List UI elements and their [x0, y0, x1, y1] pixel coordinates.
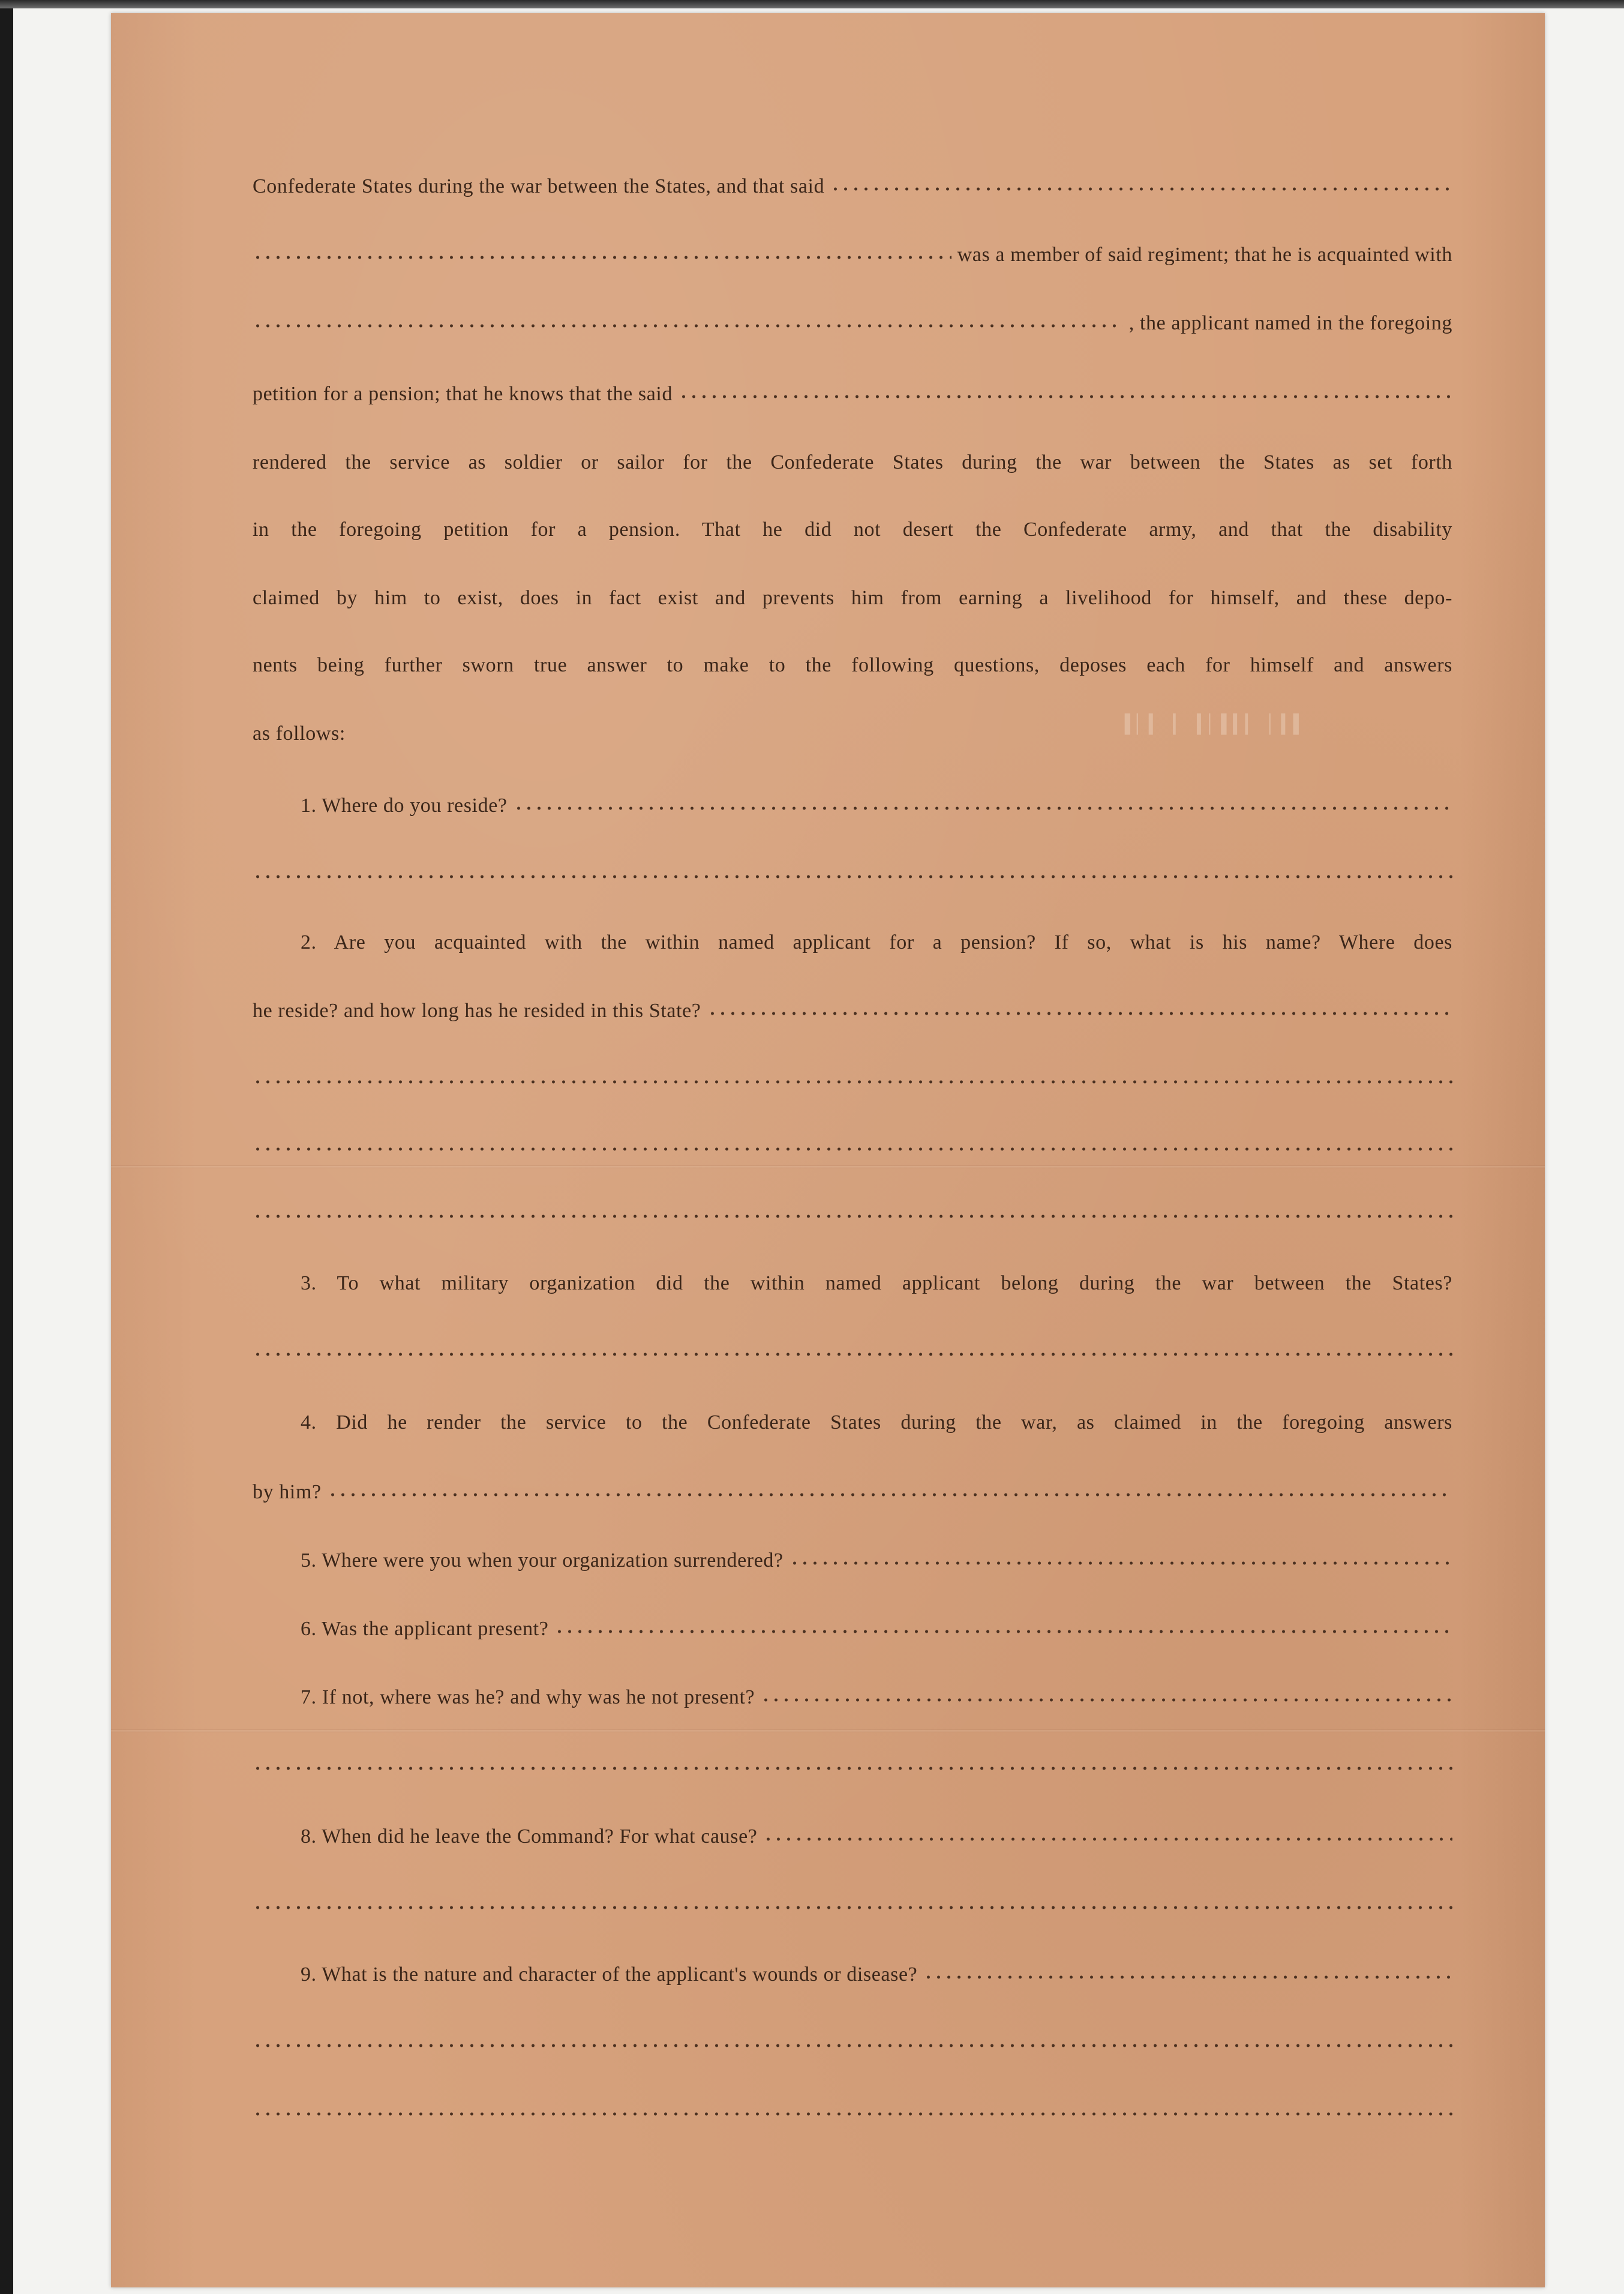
- line-text: nents being further sworn true answer to make to the following questions, deposes each for himself and answers: [253, 654, 1452, 676]
- question-text: by him?: [253, 1481, 322, 1503]
- answer-blank[interactable]: [253, 1351, 1452, 1357]
- fill-in-blank[interactable]: [253, 323, 1123, 329]
- answer-blank[interactable]: [554, 1629, 1452, 1635]
- answer-line: [253, 1747, 1452, 1777]
- question-8: [301, 1818, 1452, 1848]
- line-text: Confederate States during the war between the States, and that said: [253, 175, 825, 197]
- answer-blank[interactable]: [253, 2043, 1452, 2049]
- line-text: rendered the service as soldier or sailor for the Confederate States during the war between the States as set forth: [253, 451, 1452, 473]
- line-text: in the foregoing petition for a pension. That he did not desert the Confederate army, and that the disability: [253, 518, 1452, 541]
- line-text: claimed by him to exist, does in fact exist and prevents him from earning a livelihood for himself, and these depo-: [253, 587, 1452, 609]
- answer-blank[interactable]: [253, 1765, 1452, 1771]
- scanner-edge-left: [0, 0, 13, 2294]
- question-text: 1. Where do you reside?: [301, 794, 508, 817]
- answer-blank[interactable]: [253, 2111, 1452, 2117]
- question-6: [301, 1611, 1452, 1641]
- answer-blank[interactable]: [514, 805, 1452, 811]
- answer-blank[interactable]: [707, 1010, 1453, 1016]
- answer-blank[interactable]: [253, 1213, 1452, 1219]
- paper-sheet: [111, 13, 1545, 2287]
- answer-blank[interactable]: [923, 1974, 1452, 1980]
- form-line-6: [253, 511, 1452, 541]
- answer-blank[interactable]: [761, 1697, 1452, 1703]
- question-1: [301, 787, 1452, 817]
- line-text: as follows:: [253, 722, 346, 745]
- form-line-5: [253, 444, 1452, 474]
- question-text: 6. Was the applicant present?: [301, 1618, 549, 1640]
- answer-blank[interactable]: [253, 1146, 1452, 1152]
- question-3: [301, 1265, 1452, 1295]
- answer-blank[interactable]: [790, 1560, 1452, 1566]
- fill-in-blank[interactable]: [253, 254, 951, 260]
- question-5: [301, 1542, 1452, 1572]
- answer-blank[interactable]: [253, 874, 1452, 880]
- question-9: [301, 1956, 1452, 1986]
- question-text: 4. Did he render the service to the Confederate States during the war, as claimed in the foregoing answers: [301, 1411, 1452, 1434]
- question-text: 9. What is the nature and character of the applicant's wounds or disease?: [301, 1963, 918, 1986]
- question-2-continuation: [253, 992, 1452, 1022]
- answer-line: [253, 1887, 1452, 1917]
- answer-line: [253, 1195, 1452, 1225]
- line-text: petition for a pension; that he knows that the said: [253, 383, 673, 405]
- form-line-3: [253, 305, 1452, 335]
- answer-line: [253, 1333, 1452, 1363]
- affidavit-text: [111, 13, 1545, 2287]
- fill-in-blank[interactable]: [679, 394, 1452, 400]
- question-4: [301, 1404, 1452, 1434]
- answer-line: [253, 1128, 1452, 1158]
- answer-line: [253, 1061, 1452, 1091]
- question-text: 2. Are you acquainted with the within named applicant for a pension? If so, what is his name? Where does: [301, 931, 1452, 953]
- answer-line: [253, 2025, 1452, 2055]
- form-line-4: [253, 376, 1452, 406]
- answer-line: [253, 2093, 1452, 2123]
- answer-blank[interactable]: [328, 1492, 1452, 1498]
- form-line-2: [253, 236, 1452, 266]
- answer-blank[interactable]: [763, 1836, 1452, 1842]
- question-text: 8. When did he leave the Command? For what cause?: [301, 1825, 758, 1848]
- faint-stamp-mark: ▌▏▍ ▎ ▍▏▌▍▎ ▏▍▌: [1125, 714, 1305, 735]
- line-text: was a member of said regiment; that he is acquainted with: [957, 244, 1452, 266]
- fill-in-blank[interactable]: [830, 186, 1452, 192]
- question-text: 3. To what military organization did the within named applicant belong during the war between the States?: [301, 1272, 1452, 1294]
- answer-blank[interactable]: [253, 1905, 1452, 1911]
- question-text: he reside? and how long has he resided in this State?: [253, 1000, 701, 1022]
- question-text: 5. Where were you when your organization surrendered?: [301, 1549, 784, 1572]
- question-2: [301, 924, 1452, 954]
- question-4-continuation: [253, 1474, 1452, 1504]
- form-line-1: [253, 168, 1452, 198]
- scanner-edge-top: [0, 0, 1624, 8]
- form-line-8: [253, 647, 1452, 677]
- question-text: 7. If not, where was he? and why was he not present?: [301, 1686, 755, 1708]
- line-text: , the applicant named in the foregoing: [1128, 312, 1452, 334]
- answer-line: [253, 856, 1452, 886]
- form-line-7: [253, 580, 1452, 610]
- answer-blank[interactable]: [253, 1079, 1452, 1085]
- question-7: [301, 1679, 1452, 1709]
